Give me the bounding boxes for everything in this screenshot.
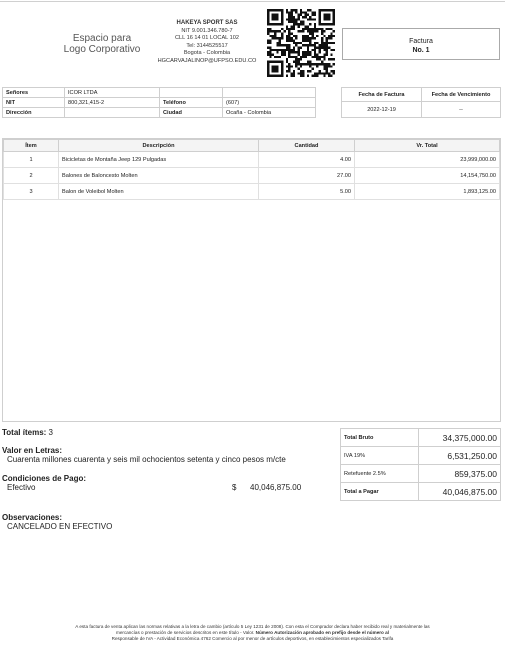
condiciones-label: Condiciones de Pago: bbox=[2, 473, 87, 483]
retefuente-row bbox=[341, 465, 501, 483]
logo-placeholder bbox=[52, 33, 152, 55]
nit-label: NIT bbox=[3, 98, 65, 108]
company-address: CLL 16 14 01 LOCAL 102 bbox=[175, 35, 239, 42]
footer-line-2a: mercancías o prestación de servicios descritos en este título - Valor. bbox=[116, 630, 255, 635]
retefuente-value: 859,375.00 bbox=[419, 465, 501, 483]
item-quantity: 5.00 bbox=[259, 184, 355, 200]
item-number: 3 bbox=[4, 184, 59, 200]
total-bruto-label: Total Bruto bbox=[341, 429, 419, 447]
item-number: 2 bbox=[4, 168, 59, 184]
items-header-row bbox=[4, 140, 500, 152]
invoice-summary bbox=[2, 428, 322, 532]
iva-value: 6,531,250.00 bbox=[419, 447, 501, 465]
header-item: Ítem bbox=[4, 140, 59, 152]
totals-table bbox=[340, 428, 501, 501]
qr-code-icon bbox=[267, 9, 335, 77]
nit-value: 800,321,415-2 bbox=[65, 98, 160, 108]
top-divider bbox=[0, 1, 505, 2]
table-row bbox=[4, 168, 500, 184]
fecha-vencimiento-label: Fecha de Vencimiento bbox=[422, 88, 501, 102]
company-info bbox=[148, 20, 266, 66]
items-table-container bbox=[2, 138, 501, 422]
item-number: 1 bbox=[4, 152, 59, 168]
footer-line-1: A esta factura de venta aplican las normas relativas a la letra de cambio (artículo 5 Ley 1231 de 2008). Con esta el Comprador declara haber recibido real y materialmente las bbox=[75, 624, 430, 629]
direccion-value bbox=[65, 108, 160, 118]
header-cantidad: Cantidad bbox=[259, 140, 355, 152]
total-pagar-row bbox=[341, 483, 501, 501]
total-items-label: Total ítems: bbox=[2, 428, 47, 437]
item-description: Balones de Baloncesto Molten bbox=[59, 168, 259, 184]
item-total: 1,893,125.00 bbox=[355, 184, 500, 200]
items-table bbox=[3, 139, 500, 200]
item-quantity: 27.00 bbox=[259, 168, 355, 184]
iva-label: IVA 19% bbox=[341, 447, 419, 465]
item-quantity: 4.00 bbox=[259, 152, 355, 168]
item-total: 14,154,750.00 bbox=[355, 168, 500, 184]
company-email: HGCARVAJALINOP@UFPSO.EDU.CO bbox=[157, 57, 257, 64]
header-vr-total: Vr. Total bbox=[355, 140, 500, 152]
company-city: Bogota - Colombia bbox=[183, 50, 231, 57]
item-description: Bicicletas de Montaña Jeep 129 Pulgadas bbox=[59, 152, 259, 168]
invoice-number-box bbox=[342, 28, 500, 60]
company-name: HAKEYA SPORT SAS bbox=[176, 20, 238, 26]
condiciones-row bbox=[2, 483, 322, 493]
total-bruto-value: 34,375,000.00 bbox=[419, 429, 501, 447]
telefono-label: Teléfono bbox=[160, 98, 223, 108]
total-pagar-label: Total a Pagar bbox=[341, 483, 419, 501]
item-total: 23,999,000.00 bbox=[355, 152, 500, 168]
company-tel: Tel: 3144525517 bbox=[186, 42, 228, 49]
company-nit: NIT 9.001.346.780-7 bbox=[181, 27, 233, 34]
total-bruto-row bbox=[341, 429, 501, 447]
footer-line-2b: Número Autorización aprobado en prefijo desde el número al bbox=[255, 630, 389, 635]
item-description: Balon de Voleibol Molten bbox=[59, 184, 259, 200]
header-descripcion: Descripción bbox=[59, 140, 259, 152]
ciudad-label: Ciudad bbox=[160, 108, 223, 118]
table-row bbox=[4, 184, 500, 200]
valor-letras-value: Cuarenta millones cuarenta y seis mil ochocientos setenta y cinco pesos m/cte bbox=[7, 455, 286, 464]
total-items bbox=[2, 428, 322, 438]
senores-label: Señores bbox=[3, 88, 65, 98]
condicion-value: Efectivo bbox=[7, 483, 36, 492]
condicion-amount: 40,046,875.00 bbox=[250, 483, 302, 492]
client-info-table bbox=[2, 87, 316, 118]
table-row bbox=[4, 152, 500, 168]
logo-line-1: Espacio para bbox=[72, 33, 132, 44]
iva-row bbox=[341, 447, 501, 465]
legal-footer bbox=[20, 624, 485, 642]
total-pagar-value: 40,046,875.00 bbox=[419, 483, 501, 501]
invoice-number: No. 1 bbox=[412, 47, 430, 54]
dates-table bbox=[341, 87, 501, 118]
direccion-label: Dirección bbox=[3, 108, 65, 118]
ciudad-value: Ocaña - Colombia bbox=[223, 108, 316, 118]
observaciones-value: CANCELADO EN EFECTIVO bbox=[7, 522, 113, 531]
valor-letras-label: Valor en Letras: bbox=[2, 445, 63, 455]
currency-symbol: $ bbox=[232, 483, 237, 492]
fecha-factura-label: Fecha de Factura bbox=[342, 88, 422, 102]
total-items-value: 3 bbox=[48, 428, 53, 437]
fecha-vencimiento-value: -- bbox=[422, 102, 501, 118]
fecha-factura-value: 2022-12-19 bbox=[342, 102, 422, 118]
telefono-value: (607) bbox=[223, 98, 316, 108]
retefuente-label: Retefuente 2.5% bbox=[341, 465, 419, 483]
senores-value: ICOR LTDA bbox=[65, 88, 160, 98]
logo-line-2: Logo Corporativo bbox=[63, 44, 141, 55]
invoice-title: Factura bbox=[409, 38, 433, 45]
observaciones-label: Observaciones: bbox=[2, 512, 63, 522]
footer-line-3: Responsable de IVA - Actividad Económica 4762 Comercio al por menor de artículos deportivos, en establecimientos especializados Tarifa bbox=[111, 636, 394, 641]
